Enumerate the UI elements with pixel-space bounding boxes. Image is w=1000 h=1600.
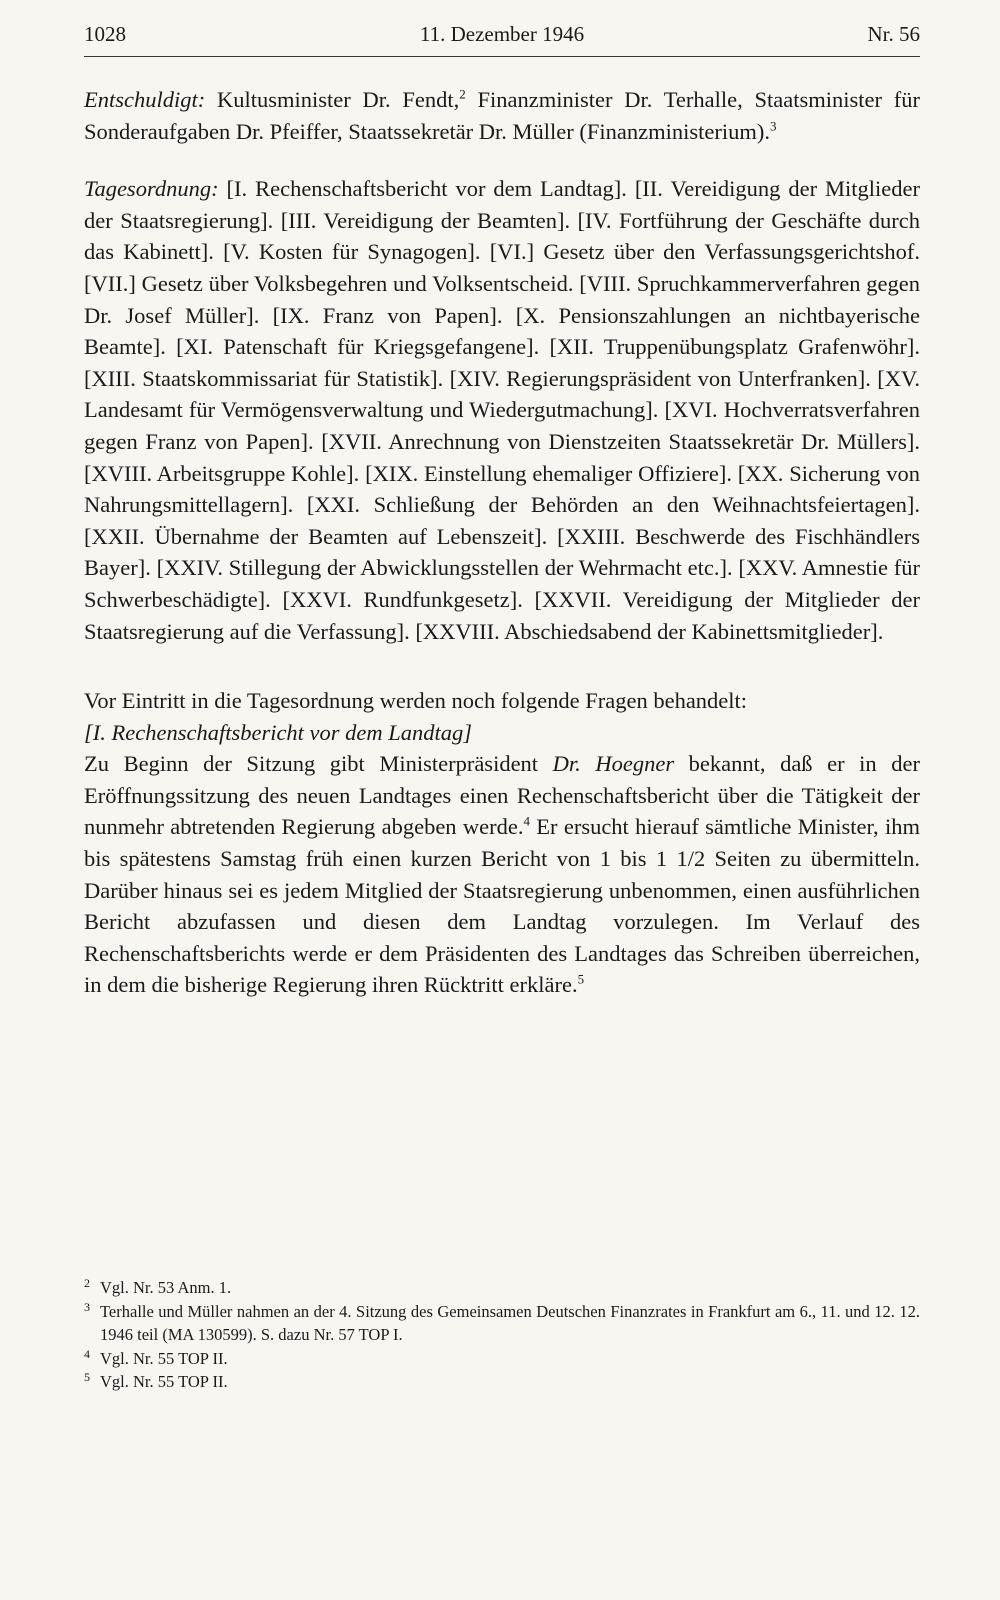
footnote-ref-5[interactable]: 5 bbox=[577, 971, 585, 987]
footnote-text: Vgl. Nr. 53 Anm. 1. bbox=[100, 1278, 232, 1297]
excused-paragraph bbox=[84, 84, 920, 147]
footnote-5 bbox=[84, 1370, 920, 1394]
footnote-number: 2 bbox=[84, 1276, 90, 1290]
header-issue-number: Nr. 56 bbox=[867, 22, 920, 46]
header-date: 11. Dezember 1946 bbox=[419, 22, 585, 46]
main-text-1: Zu Beginn der Sitzung gibt Ministerpräsident bbox=[84, 751, 553, 777]
section-heading: [I. Rechenschaftsbericht vor dem Landtag] bbox=[84, 719, 473, 745]
running-header bbox=[84, 22, 920, 54]
footnote-3 bbox=[84, 1300, 920, 1347]
main-paragraph bbox=[84, 748, 920, 1001]
footnote-text: Vgl. Nr. 55 TOP II. bbox=[100, 1348, 228, 1368]
agenda-text: [I. Rechenschaftsbericht vor dem Landtag]. [II. Vereidigung der Mitglieder der Staatsregierung]. [III. Vereidigung der Beamten]. [IV. Fortführung der Geschäfte durch das Kabinett]. [V. Kosten für Synagogen]. [VI.] Gesetz über den Verfassungsgerichtshof. [VII.] Gesetz über Volksbegehren und Volksentscheid. [VIII. Spruchkammerverfahren gegen Dr. Josef Müller]. [IX. Franz von Papen]. [X. Pensionszahlungen an nichtbayerische Beamte]. [XI. Patenschaft für Kriegsgefangene]. [XII. Truppenübungsplatz Grafenwöhr]. [XIII. Staatskommissariat für Statistik]. [XIV. Regierungspräsident von Unterfranken]. [XV. Landesamt für Vermögensverwaltung und Wiedergutmachung]. [XVI. Hochverratsverfahren gegen Franz von Papen]. [XVII. Anrechnung von Dienstzeiten Staatssekretär Dr. Müllers]. [XVIII. Arbeitsgruppe Kohle]. [XIX. Einstellung ehemaliger Offiziere]. [XX. Sicherung von Nahrungsmittellagern]. [XXI. Schließung der Behörden an den Weihnachtsfeiertagen]. [XXII. Übernahme der Beamten auf Lebenszeit]. [XXIII. Beschwerde des Fischhändlers Bayer]. [XXIV. Stillegung der Abwicklungsstellen der Wehrmacht etc.]. [XXV. Amnestie für Schwerbeschädigte]. [XXVI. Rundfunkgesetz]. [XXVII. Vereidigung der Mitglieder der Staatsregierung auf die Verfassung]. [XXVIII. Abschiedsabend der Kabinettsmitglieder]. bbox=[84, 176, 920, 644]
agenda-label: Tagesordnung: bbox=[84, 176, 219, 202]
document-body bbox=[84, 84, 920, 1001]
agenda-paragraph bbox=[84, 173, 920, 647]
main-name: Dr. Hoegner bbox=[552, 751, 675, 777]
footnote-2 bbox=[84, 1276, 920, 1300]
excused-text-1: Kultusminister Dr. Fendt, bbox=[205, 87, 460, 112]
footnote-number: 5 bbox=[84, 1370, 90, 1384]
main-text-2: bekannt, daß er in der Eröffnungssitzung des neuen Landtages einen Rechenschaftsbericht über die Tätigkeit der nunmehr abtretenden Regierung abgeben werde. bbox=[84, 751, 920, 840]
footnote-ref-3[interactable]: 3 bbox=[770, 118, 777, 134]
excused-label: Entschuldigt: bbox=[84, 87, 206, 112]
header-rule bbox=[84, 56, 920, 57]
footnote-ref-4[interactable]: 4 bbox=[523, 813, 530, 829]
footnote-number: 4 bbox=[84, 1346, 90, 1361]
footnotes bbox=[84, 1276, 920, 1394]
footnote-4 bbox=[84, 1347, 920, 1371]
footnote-number: 3 bbox=[84, 1299, 90, 1314]
intro-paragraph: Vor Eintritt in die Tagesordnung werden noch folgende Fragen behandelt: bbox=[84, 688, 748, 714]
footnote-text: Vgl. Nr. 55 TOP II. bbox=[100, 1372, 228, 1391]
footnote-text: Terhalle und Müller nahmen an der 4. Sitzung des Gemeinsamen Deutschen Finanzrates in Frankfurt am 6., 11. und 12. 12. 1946 teil (MA 130599). S. dazu Nr. 57 TOP I. bbox=[100, 1301, 920, 1344]
footnote-ref-2[interactable]: 2 bbox=[459, 86, 466, 102]
excused-text-2: Finanzminister Dr. Terhalle, Staatsminister für Sonderaufgaben Dr. Pfeiffer, Staatssekretär Dr. Müller (Finanzministerium). bbox=[84, 87, 921, 144]
page-number: 1028 bbox=[84, 22, 126, 46]
main-text-3: Er ersucht hierauf sämtliche Minister, ihm bis spätestens Samstag früh einen kurzen Bericht von 1 bis 1 1/2 Seiten zu übermitteln. Darüber hinaus sei es jedem Mitglied der Staatsregierung unbenommen, einen ausführlichen Bericht abzufassen und diesen dem Landtag vorzulegen. Im Verlauf des Rechenschaftsberichts werde er dem Präsidenten des Landtages das Schreiben überreichen, in dem die bisherige Regierung ihren Rücktritt erkläre. bbox=[84, 814, 920, 998]
